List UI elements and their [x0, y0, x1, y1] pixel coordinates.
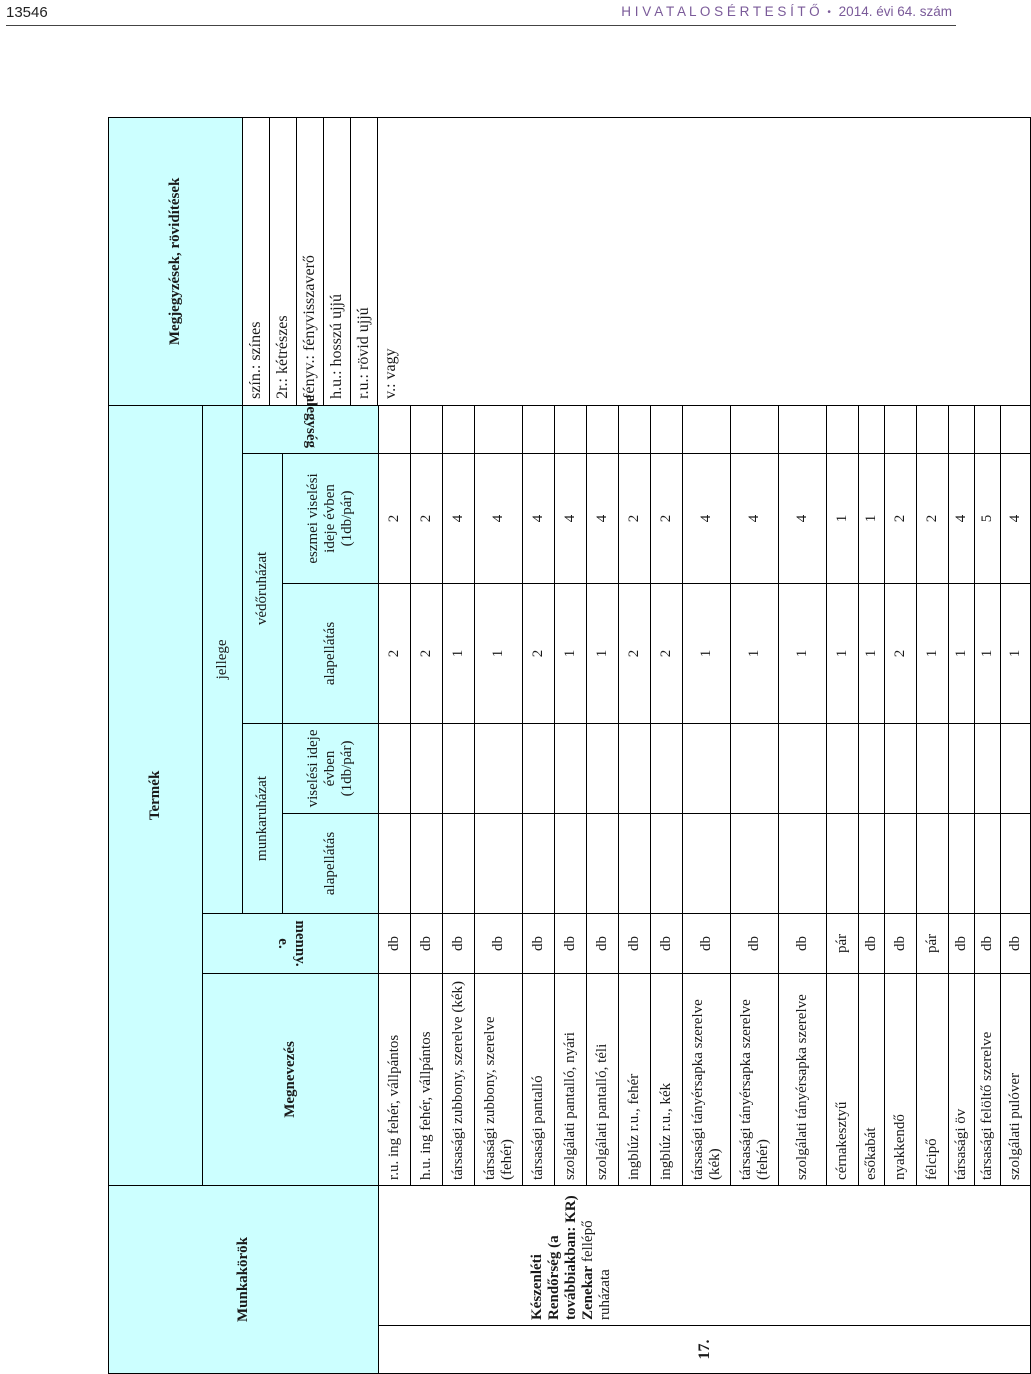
vr-eszmei-viselesi: 2 [619, 453, 651, 583]
vr-eszmei-viselesi: 4 [555, 453, 587, 583]
vr-eszmei-viselesi: 4 [731, 453, 779, 583]
item-unit: db [555, 913, 587, 973]
item-name: szolgálati tányérsapka szerelve [779, 973, 827, 1185]
mr-alapellatas [827, 813, 859, 913]
item-name: ingblúz r.u., fehér [619, 973, 651, 1185]
alegyseg-cell [827, 405, 859, 453]
item-unit: db [975, 913, 1001, 973]
header-jellege: jellege [203, 405, 243, 913]
group-number: 17. [379, 1326, 1031, 1374]
vr-eszmei-viselesi: 4 [475, 453, 523, 583]
mr-alapellatas [619, 813, 651, 913]
notes-column [243, 117, 1031, 405]
alegyseg-cell [885, 405, 917, 453]
item-name: félcipő [917, 973, 949, 1185]
vr-alapellatas: 1 [975, 583, 1001, 723]
mr-alapellatas [859, 813, 885, 913]
mr-alapellatas [443, 813, 475, 913]
vr-eszmei-viselesi: 2 [379, 453, 411, 583]
item-name: társasági pantalló [523, 973, 555, 1185]
item-unit: db [475, 913, 523, 973]
mr-viselesi-ideje [859, 723, 885, 813]
alegyseg-cell [779, 405, 827, 453]
item-name: szolgálati pulóver [1001, 973, 1031, 1185]
vr-eszmei-viselesi: 2 [411, 453, 443, 583]
vr-eszmei-viselesi: 4 [587, 453, 619, 583]
vr-eszmei-viselesi: 1 [827, 453, 859, 583]
vr-alapellatas: 1 [731, 583, 779, 723]
vr-alapellatas: 1 [917, 583, 949, 723]
vr-alapellatas: 2 [411, 583, 443, 723]
rotated-table-container [108, 118, 1023, 1374]
alegyseg-cell [1001, 405, 1031, 453]
mr-alapellatas [917, 813, 949, 913]
vr-alapellatas: 1 [827, 583, 859, 723]
page-header [0, 0, 960, 26]
item-unit: db [651, 913, 683, 973]
alegyseg-cell [975, 405, 1001, 453]
vr-eszmei-viselesi: 2 [651, 453, 683, 583]
vr-eszmei-viselesi: 2 [885, 453, 917, 583]
vr-alapellatas: 2 [379, 583, 411, 723]
vr-alapellatas: 1 [587, 583, 619, 723]
header-termek: Termék [109, 405, 203, 1185]
vr-alapellatas: 1 [683, 583, 731, 723]
item-unit: db [683, 913, 731, 973]
mr-viselesi-ideje [731, 723, 779, 813]
mr-alapellatas [885, 813, 917, 913]
item-name: társasági öv [949, 973, 975, 1185]
mr-viselesi-ideje [587, 723, 619, 813]
mr-alapellatas [949, 813, 975, 913]
alegyseg-cell [411, 405, 443, 453]
vr-eszmei-viselesi: 4 [779, 453, 827, 583]
item-name: társasági zubbony, szerelve (kék) [443, 973, 475, 1185]
vr-alapellatas: 1 [475, 583, 523, 723]
mr-viselesi-ideje [651, 723, 683, 813]
header-vedoruhazat: védőruházat [243, 453, 283, 723]
vr-eszmei-viselesi: 4 [1001, 453, 1031, 583]
vr-alapellatas: 1 [779, 583, 827, 723]
item-name: cérnakesztyű [827, 973, 859, 1185]
vr-alapellatas: 1 [859, 583, 885, 723]
vr-eszmei-viselesi: 4 [683, 453, 731, 583]
item-unit: db [619, 913, 651, 973]
alegyseg-cell [917, 405, 949, 453]
item-name: ingblúz r.u., kék [651, 973, 683, 1185]
item-unit: db [779, 913, 827, 973]
mr-alapellatas [475, 813, 523, 913]
vr-eszmei-viselesi: 4 [443, 453, 475, 583]
mr-alapellatas [411, 813, 443, 913]
header-separator: • [827, 7, 831, 18]
vr-eszmei-viselesi: 2 [917, 453, 949, 583]
item-unit: db [411, 913, 443, 973]
item-name: h.u. ing fehér, vállpántos [411, 973, 443, 1185]
item-name: társasági tányérsapka szerelve (kék) [683, 973, 731, 1185]
header-munkaruhazat: munkaruházat [243, 723, 283, 913]
header-row-1 [109, 117, 203, 1373]
mr-viselesi-ideje [379, 723, 411, 813]
mr-viselesi-ideje [619, 723, 651, 813]
item-name: nyakkendő [885, 973, 917, 1185]
header-mr-alapellatas: alapellátás [283, 813, 379, 913]
item-unit: db [379, 913, 411, 973]
journal-issue: 2014. évi 64. szám [838, 4, 952, 19]
mr-alapellatas [1001, 813, 1031, 913]
alegyseg-cell [619, 405, 651, 453]
mr-viselesi-ideje [949, 723, 975, 813]
note-item: 2r.: kétrészes [270, 118, 297, 405]
note-item: fényv.: fényvisszaverő [297, 118, 324, 405]
header-megjegyzesek: Megjegyzések, rövidítések [109, 117, 243, 405]
vr-alapellatas: 2 [651, 583, 683, 723]
mr-viselesi-ideje [779, 723, 827, 813]
mr-alapellatas [683, 813, 731, 913]
item-unit: db [859, 913, 885, 973]
page-number: 13546 [6, 4, 48, 21]
mr-viselesi-ideje [917, 723, 949, 813]
vr-alapellatas: 2 [523, 583, 555, 723]
mr-alapellatas [555, 813, 587, 913]
note-item: szín.: színes [243, 118, 270, 405]
vr-eszmei-viselesi: 5 [975, 453, 1001, 583]
header-alegyseg: alegység [243, 405, 379, 453]
alegyseg-cell [731, 405, 779, 453]
mr-alapellatas [779, 813, 827, 913]
alegyseg-cell [523, 405, 555, 453]
note-item: v.: vagy [382, 348, 399, 399]
mr-viselesi-ideje [1001, 723, 1031, 813]
clothing-allowance-table [108, 117, 1031, 1374]
vr-alapellatas: 2 [619, 583, 651, 723]
header-megnevezes: Megnevezés [203, 973, 379, 1185]
item-name: esőkabát [859, 973, 885, 1185]
item-name: társasági zubbony, szerelve (fehér) [475, 973, 523, 1185]
mr-viselesi-ideje [555, 723, 587, 813]
mr-alapellatas [975, 813, 1001, 913]
mr-alapellatas [379, 813, 411, 913]
header-rule [6, 25, 956, 26]
mr-viselesi-ideje [523, 723, 555, 813]
item-unit: db [885, 913, 917, 973]
header-eszmei-viselesi: eszmei viselési ideje évben (1db/pár) [283, 453, 379, 583]
mr-viselesi-ideje [975, 723, 1001, 813]
alegyseg-cell [683, 405, 731, 453]
vr-alapellatas: 2 [885, 583, 917, 723]
item-name: társasági tányérsapka szerelve (fehér) [731, 973, 779, 1185]
item-unit: db [523, 913, 555, 973]
item-unit: pár [827, 913, 859, 973]
alegyseg-cell [651, 405, 683, 453]
item-unit: db [949, 913, 975, 973]
item-name: társasági felöltő szerelve [975, 973, 1001, 1185]
mr-viselesi-ideje [885, 723, 917, 813]
item-unit: pár [917, 913, 949, 973]
vr-alapellatas: 1 [1001, 583, 1031, 723]
mr-viselesi-ideje [443, 723, 475, 813]
mr-viselesi-ideje [475, 723, 523, 813]
item-unit: db [443, 913, 475, 973]
alegyseg-cell [379, 405, 411, 453]
journal-title-line [621, 4, 952, 19]
alegyseg-cell [555, 405, 587, 453]
note-item: h.u.: hosszú ujjú [324, 118, 351, 405]
vr-eszmei-viselesi: 1 [859, 453, 885, 583]
header-vr-alapellatas: alapellátás [283, 583, 379, 723]
alegyseg-cell [475, 405, 523, 453]
header-munkakorok: Munkakörök [109, 1185, 379, 1373]
note-item: r.u.: rövid ujjú [351, 118, 378, 405]
alegyseg-cell [859, 405, 885, 453]
alegyseg-cell [443, 405, 475, 453]
vr-alapellatas: 1 [443, 583, 475, 723]
mr-alapellatas [587, 813, 619, 913]
mr-viselesi-ideje [827, 723, 859, 813]
alegyseg-cell [587, 405, 619, 453]
header-menny-e: menny. e. [203, 913, 379, 973]
vr-alapellatas: 1 [555, 583, 587, 723]
group-title: Készenléti Rendőrség (a továbbiakban: KR) Zenekar fellépő ruházata [379, 1185, 1031, 1325]
item-name: szolgálati pantalló, nyári [555, 973, 587, 1185]
item-unit: db [587, 913, 619, 973]
item-name: szolgálati pantalló, téli [587, 973, 619, 1185]
vr-alapellatas: 1 [949, 583, 975, 723]
mr-alapellatas [523, 813, 555, 913]
item-unit: db [1001, 913, 1031, 973]
journal-name: H I V A T A L O S É R T E S Í T Ő [621, 4, 820, 19]
alegyseg-cell [949, 405, 975, 453]
header-viselesi-ideje: viselési ideje évben (1db/pár) [283, 723, 379, 813]
item-name: r.u. ing fehér, vállpántos [379, 973, 411, 1185]
mr-viselesi-ideje [683, 723, 731, 813]
mr-alapellatas [731, 813, 779, 913]
mr-viselesi-ideje [411, 723, 443, 813]
vr-eszmei-viselesi: 4 [523, 453, 555, 583]
item-unit: db [731, 913, 779, 973]
mr-alapellatas [651, 813, 683, 913]
vr-eszmei-viselesi: 4 [949, 453, 975, 583]
